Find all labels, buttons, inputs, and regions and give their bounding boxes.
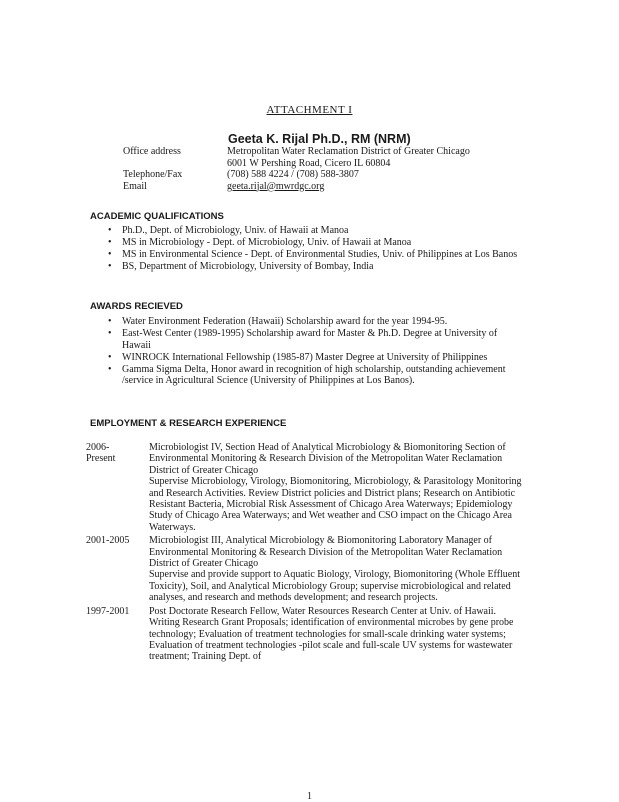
contact-value: (708) 588 4224 / (708) 588-3807 <box>227 169 359 180</box>
employment-description <box>149 535 526 603</box>
employment-description <box>149 442 526 533</box>
page-number: 1 <box>307 791 312 802</box>
employment-dates <box>86 442 149 533</box>
list-item: • Water Environment Federation (Hawaii) Scholarship award for the year 1994-95. <box>108 316 518 328</box>
section-heading-awards: AWARDS RECIEVED <box>90 301 183 312</box>
person-name: Geeta K. Rijal Ph.D., RM (NRM) <box>228 132 411 146</box>
date-start: 2001-2005 <box>86 535 130 547</box>
description-paragraph: Supervise Microbiology, Virology, Biomonitoring, Microbiology, & Parasitology Monitoring and Research Activities. Review District policies and District plans; Research on Antibiotic Resistant Bacteria, Microbial Risk Assessment of Chicago Area Waterways; Epidemiology Study of Chicago Area Waterways; and Wet weather and CSO impact on the Chicago Area Waterways. <box>149 476 522 533</box>
section-heading-employment: EMPLOYMENT & RESEARCH EXPERIENCE <box>90 418 287 429</box>
contact-label <box>123 158 227 170</box>
employment-entry <box>86 442 526 533</box>
list-item: • MS in Environmental Science - Dept. of Environmental Studies, Univ. of Philippines at Los Banos <box>108 249 518 261</box>
contact-row <box>123 146 470 158</box>
contact-label: Telephone/Fax <box>123 169 183 180</box>
academic-list <box>108 225 518 273</box>
date-start: 2006- <box>86 442 110 453</box>
list-item: • Gamma Sigma Delta, Honor award in recognition of high scholarship, outstanding achievement /service in Agricultural Science (University of Philippines at Los Banos). <box>108 364 518 387</box>
contact-row <box>123 158 470 170</box>
date-end: Present <box>86 453 116 465</box>
employment-dates <box>86 606 149 663</box>
contact-row <box>123 181 470 193</box>
contact-block <box>123 146 470 192</box>
description-paragraph: Microbiologist III, Analytical Microbiology & Biomonitoring Laboratory Manager of Environmental Monitoring & Research Division of the Metropolitan Water Reclamation District of Greater Chicago <box>149 535 503 570</box>
list-item: • East-West Center (1989-1995) Scholarship award for Master & Ph.D. Degree at University of Hawaii <box>108 328 518 351</box>
attachment-title: ATTACHMENT I <box>266 104 353 116</box>
description-paragraph: Microbiologist IV, Section Head of Analytical Microbiology & Biomonitoring Section of Environmental Monitoring & Research Division of the Metropolitan Water Reclamation District of Greater Chicago <box>149 442 506 476</box>
contact-row <box>123 169 470 181</box>
employment-entry <box>86 535 526 603</box>
description-paragraph: Post Doctorate Research Fellow, Water Resources Research Center at Univ. of Hawaii. Writing Research Grant Proposals; identification of environmental microbes by gene probe technology; Evaluation of treatment technologies for small-scale drinking water systems; Evaluation of treatment technologies -pilot scale and full-scale UV systems for wastewater treatment; Training Dept. of <box>149 605 514 663</box>
list-item: • Ph.D., Dept. of Microbiology, Univ. of Hawaii at Manoa <box>108 225 518 237</box>
contact-value: Metropolitan Water Reclamation District of Greater Chicago <box>227 146 470 157</box>
employment-description <box>149 606 526 663</box>
list-item: • WINROCK International Fellowship (1985-87) Master Degree at University of Philippines <box>108 352 518 364</box>
awards-list <box>108 316 518 388</box>
list-item: • BS, Department of Microbiology, University of Bombay, India <box>108 261 518 273</box>
employment-entry <box>86 606 526 663</box>
contact-label: Email <box>123 180 147 192</box>
section-heading-academic: ACADEMIC QUALIFICATIONS <box>90 211 224 222</box>
description-paragraph: Supervise and provide support to Aquatic Biology, Virology, Biomonitoring (Whole Effluent Toxicity), Soil, and Analytical Microbiology Group; supervise microbiological and related analyses, and research and methods development; and research projects. <box>149 569 521 604</box>
employment-dates <box>86 535 149 603</box>
contact-label: Office address <box>123 146 181 157</box>
date-start: 1997-2001 <box>86 605 130 617</box>
employment-list <box>86 442 526 665</box>
contact-value: 6001 W Pershing Road, Cicero IL 60804 <box>227 157 391 169</box>
list-item: • MS in Microbiology - Dept. of Microbiology, Univ. of Hawaii at Manoa <box>108 237 518 249</box>
email-value: geeta.rijal@mwrdgc.org <box>227 180 325 192</box>
